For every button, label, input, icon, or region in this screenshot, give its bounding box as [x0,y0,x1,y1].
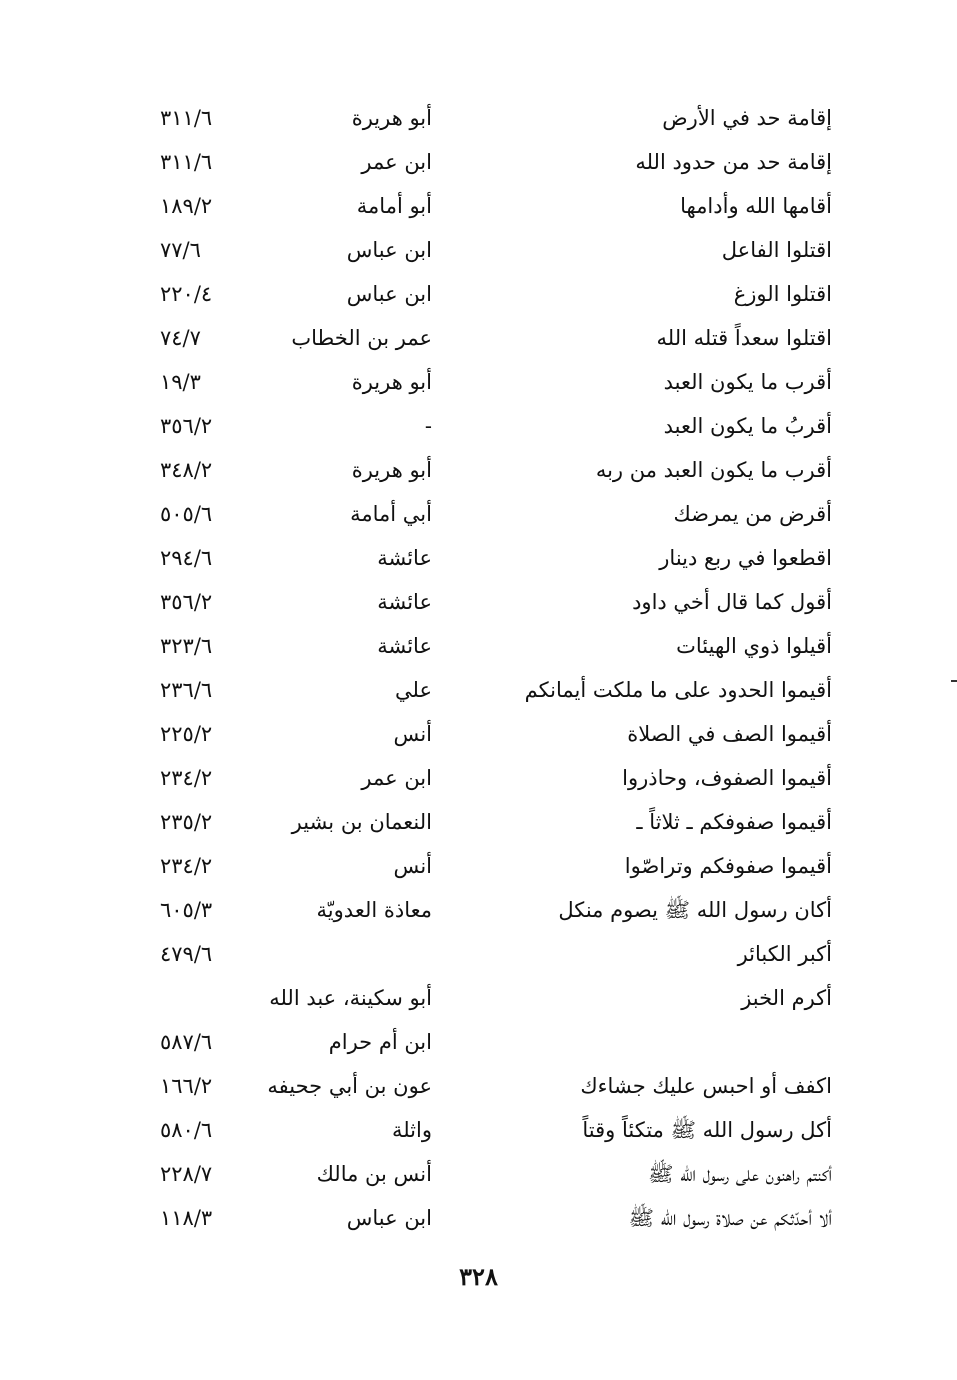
volume-page-reference: ٢٢٥/٢ [160,722,213,746]
narrator-name: النعمان بن بشير [291,810,432,834]
index-row [160,492,840,536]
volume-page-reference: ١٦٦/٢ [160,1074,213,1098]
index-row [160,1020,840,1064]
index-row [160,800,840,844]
narrator-name: أنس [393,854,432,878]
volume-page-reference: ٢٢٠/٤ [160,282,213,306]
hadith-text: أقيموا صفوفكم ـ ثلاثاً ـ [636,810,832,834]
index-row [160,140,840,184]
narrator-name: أبو هريرة [351,370,432,394]
hadith-text: ألا أحدّثكم عن صلاة رسول الله ﷺ [628,1206,832,1230]
narrator-name: أبو هريرة [351,458,432,482]
hadith-text: اقتلوا الفاعل [721,238,832,262]
hadith-text: أقرب ما يكون العبد من ربه [595,458,832,482]
narrator-name: عائشة [377,590,432,614]
volume-page-reference: ١١٨/٣ [160,1206,213,1230]
narrator-name: عون بن أبي جحيفه [267,1074,432,1098]
narrator-name: ابن عباس [346,282,432,306]
index-row [160,976,840,1020]
volume-page-reference: ١٩/٣ [160,370,201,394]
index-row [160,272,840,316]
volume-page-reference: ٧٤/٧ [160,326,201,350]
page-number: ٣٢٨ [459,1262,498,1291]
hadith-text: أقرض من يمرضك [673,502,832,526]
index-row [160,404,840,448]
index-row [160,228,840,272]
volume-page-reference: ٣٢٣/٦ [160,634,213,658]
volume-page-reference: ٢٣٥/٢ [160,810,213,834]
hadith-text: إقامة حد من حدود الله [635,150,832,174]
hadith-text: أكرم الخبز [741,986,832,1010]
hadith-text: أكل رسول الله ﷺ متكئاً وقتاً [582,1118,832,1142]
hadith-text: أكنتم راهنون على رسول الله ﷺ [648,1162,832,1186]
index-row [160,184,840,228]
volume-page-reference: ٢٢٨/٧ [160,1162,213,1186]
narrator-name: أبو سكينة، عبد الله [269,986,432,1010]
narrator-name: معاذة العدويّة [316,898,432,922]
narrator-name: أنس بن مالك [316,1162,432,1186]
index-row [160,96,840,140]
narrator-name: ابن أم حرام [328,1030,432,1054]
narrator-name: واثلة [391,1118,432,1142]
index-row [160,668,840,712]
index-row [160,1064,840,1108]
index-row [160,1152,840,1196]
narrator-name: ابن عباس [346,1206,432,1230]
index-row [160,360,840,404]
hadith-text: أقامها الله وأدامها [680,194,832,218]
narrator-name: أبي أمامة [350,502,432,526]
volume-page-reference: ٢٩٤/٦ [160,546,213,570]
hadith-index-table [160,96,840,1240]
index-row [160,712,840,756]
volume-page-reference: ١٨٩/٢ [160,194,213,218]
volume-page-reference: ٢٣٤/٢ [160,854,213,878]
index-row [160,756,840,800]
narrator-name: أنس [393,722,432,746]
hadith-text: إقامة حد في الأرض [662,106,832,130]
narrator-name: عمر بن الخطاب [291,326,432,350]
narrator-name: عائشة [377,546,432,570]
hadith-text: أقربُ ما يكون العبد [663,414,832,438]
hadith-text: اقتلوا سعداً قتله الله [656,326,832,350]
narrator-name: ابن عمر [361,766,432,790]
hadith-text: أقيموا الصف في الصلاة [627,722,832,746]
hadith-text: اقطعوا في ربع دينار [659,546,832,570]
hadith-text: أقيموا صفوفكم وتراصّوا [624,854,832,878]
hadith-text: أقول كما قال أخي داود [632,590,832,614]
narrator-name: ابن عباس [346,238,432,262]
hadith-text: أقرب ما يكون العبد [663,370,832,394]
volume-page-reference: ٥٨٠/٦ [160,1118,213,1142]
index-row [160,580,840,624]
volume-page-reference: ٢٣٦/٦ [160,678,213,702]
volume-page-reference: ٦٠٥/٣ [160,898,213,922]
volume-page-reference [160,976,244,1020]
index-row [160,888,840,932]
volume-page-reference: ٣١١/٦ [160,106,213,130]
hadith-text [492,1020,832,1064]
hadith-text: أقيموا الصفوف، وحاذروا [622,766,832,790]
hadith-text: أكبر الكبائر [737,942,832,966]
narrator-name: - [424,414,432,438]
index-row [160,932,840,976]
hadith-text: اقتلوا الوزغ [733,282,832,306]
hadith-text: أقيموا الحدود على ما ملكت أيمانكم [524,678,832,702]
volume-page-reference: ٣١١/٦ [160,150,213,174]
index-row [160,316,840,360]
index-row [160,1196,840,1240]
index-row [160,448,840,492]
volume-page-reference: ٥٠٥/٦ [160,502,213,526]
narrator-name: أبو أمامة [356,194,432,218]
narrator-name: ابن عمر [361,150,432,174]
hadith-text: أقيلوا ذوي الهيئات [676,634,832,658]
volume-page-reference: ٣٥٦/٢ [160,590,213,614]
hadith-text: أكان رسول الله ﷺ يصوم منكل [558,898,832,922]
volume-page-reference: ٢٣٤/٢ [160,766,213,790]
narrator-name: علي [395,678,432,702]
index-row [160,1108,840,1152]
volume-page-reference: ٤٧٩/٦ [160,942,213,966]
index-row [160,624,840,668]
narrator-name: عائشة [377,634,432,658]
volume-page-reference: ٣٥٦/٢ [160,414,213,438]
narrator-name: أبو هريرة [351,106,432,130]
narrator-name [262,932,432,976]
volume-page-reference: ٥٨٧/٦ [160,1030,213,1054]
volume-page-reference: ٣٤٨/٢ [160,458,213,482]
margin-mark [951,680,957,682]
index-row [160,844,840,888]
hadith-text: اكفف أو احبس عليك جشاءك [580,1074,832,1098]
volume-page-reference: ٧٧/٦ [160,238,201,262]
index-row [160,536,840,580]
